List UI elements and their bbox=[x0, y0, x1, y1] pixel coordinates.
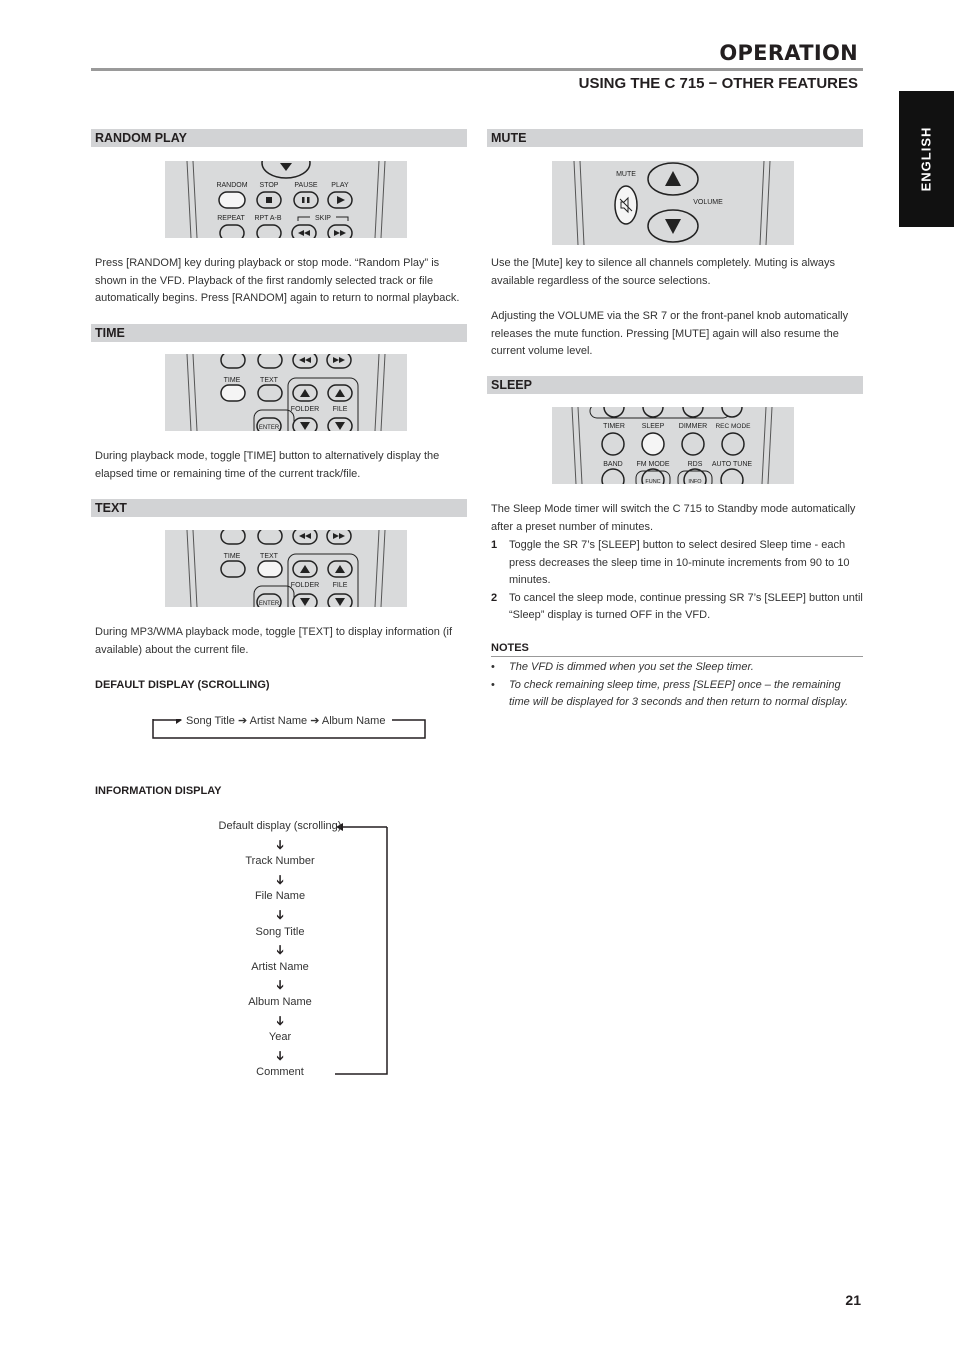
text-heading: TEXT bbox=[91, 499, 467, 517]
skip-label: SKIP bbox=[315, 215, 331, 222]
sleep-step bbox=[491, 590, 863, 625]
play-label: PLAY bbox=[331, 182, 349, 189]
sleep-steps bbox=[491, 537, 863, 625]
text-label: TEXT bbox=[260, 553, 278, 560]
repeat-label: REPEAT bbox=[217, 215, 245, 222]
text-section-text: During MP3/WMA playback mode, toggle [TEXT] to display information (if available) about the current file. bbox=[95, 626, 453, 656]
bullet-icon: • bbox=[491, 678, 495, 691]
right-arrow-icon: ➔ bbox=[310, 715, 320, 727]
dimmer-label: DIMMER bbox=[678, 423, 708, 430]
folder-label: FOLDER bbox=[290, 406, 320, 413]
pause-label: PAUSE bbox=[294, 182, 318, 189]
random-play-heading: RANDOM PLAY bbox=[91, 129, 467, 147]
sleep-button bbox=[642, 433, 664, 455]
rpt-ab-label: RPT A-B bbox=[254, 215, 282, 222]
volume-label: VOLUME bbox=[693, 199, 723, 206]
mute-text-1: Use the [Mute] key to silence all channels completely. Muting is always available regardless of the source selections. bbox=[491, 257, 836, 287]
chain-default-display: Default display (scrolling) bbox=[218, 820, 342, 832]
time-heading: TIME bbox=[91, 324, 467, 342]
random-button bbox=[219, 192, 245, 208]
language-tab-label: ENGLISH bbox=[918, 126, 934, 192]
default-display-heading: DEFAULT DISPLAY (SCROLLING) bbox=[95, 679, 270, 691]
title-rule bbox=[91, 68, 863, 71]
chain-artist-name: Artist Name bbox=[251, 960, 309, 973]
random-play-text: Press [RANDOM] key during playback or stop mode. “Random Play” is shown in the VFD. Playback of the first randomly selected track or file automatically begins. Press [RANDOM] again to return to normal playback. bbox=[95, 257, 460, 305]
down-arrow-icon: ➔ bbox=[272, 874, 288, 886]
text-label: TEXT bbox=[260, 377, 278, 384]
dimmer-button bbox=[682, 433, 704, 455]
time-text: During playback mode, toggle [TIME] button to alternatively display the elapsed time or remaining time of the current track/file. bbox=[95, 450, 440, 480]
chain-comment: Comment bbox=[256, 1066, 304, 1079]
chain-album-name: Album Name bbox=[248, 995, 312, 1008]
chain-year: Year bbox=[268, 1031, 292, 1044]
auto-tune-button bbox=[721, 469, 743, 484]
page-title: OPERATION bbox=[719, 41, 858, 65]
down-arrow-icon: ➔ bbox=[272, 838, 288, 850]
time-label: TIME bbox=[223, 553, 241, 560]
enter-label: ENTER bbox=[258, 601, 280, 607]
mute-remote-image bbox=[552, 161, 794, 245]
fm-mode-label: FM MODE bbox=[636, 461, 670, 468]
step-number: 1 bbox=[491, 539, 498, 551]
mute-text-2: Adjusting the VOLUME via the SR 7 or the front-panel knob automatically releases the mute function. Pressing [MUTE] again will also resume the current volume level. bbox=[491, 310, 849, 358]
time-remote-image bbox=[165, 354, 407, 431]
enter-label: ENTER bbox=[258, 425, 280, 431]
bullet-icon: • bbox=[491, 661, 495, 673]
band-button bbox=[602, 469, 624, 484]
mute-heading: MUTE bbox=[487, 129, 863, 147]
chain-track-number: Track Number bbox=[245, 855, 315, 868]
sleep-label: SLEEP bbox=[641, 423, 665, 430]
down-arrow-icon: ➔ bbox=[272, 1050, 288, 1061]
note-text: The VFD is dimmed when you set the Sleep timer. bbox=[509, 661, 754, 673]
text-button bbox=[258, 385, 282, 401]
information-display-chain bbox=[200, 818, 360, 1082]
language-tab bbox=[899, 91, 954, 227]
band-label: BAND bbox=[603, 461, 623, 468]
note-item bbox=[491, 677, 863, 712]
auto-tune-label: AUTO TUNE bbox=[711, 461, 753, 468]
time-button bbox=[221, 385, 245, 401]
step-text: Toggle the SR 7’s [SLEEP] button to select desired Sleep time - each press decreases the sleep time in 10-minute increments from 90 to 10 minutes. bbox=[509, 539, 850, 587]
folder-label: FOLDER bbox=[290, 582, 320, 589]
file-label: FILE bbox=[332, 582, 348, 589]
default-display-flow bbox=[184, 714, 387, 727]
information-display-heading: INFORMATION DISPLAY bbox=[95, 785, 222, 797]
flow-artist-name: Artist Name bbox=[249, 715, 308, 727]
right-arrow-icon: ➔ bbox=[237, 715, 248, 727]
mute-label: MUTE bbox=[616, 171, 636, 178]
func-label: FUNC bbox=[645, 479, 661, 484]
time-label: TIME bbox=[223, 377, 241, 384]
down-arrow-icon: ➔ bbox=[272, 909, 288, 921]
chain-song-title: Song Title bbox=[255, 925, 305, 938]
timer-button bbox=[602, 433, 624, 455]
info-label: INFO bbox=[688, 479, 702, 484]
time-button bbox=[221, 561, 245, 577]
sleep-heading: SLEEP bbox=[487, 376, 863, 394]
step-text: To cancel the sleep mode, continue pressing SR 7’s [SLEEP] button until “Sleep” display is turned OFF in the VFD. bbox=[509, 591, 863, 622]
down-arrow-icon: ➔ bbox=[272, 944, 288, 956]
notes-list bbox=[491, 659, 863, 712]
text-remote-image bbox=[165, 530, 407, 607]
sleep-intro: The Sleep Mode timer will switch the C 715 to Standby mode automatically after a preset number of minutes. bbox=[491, 503, 856, 533]
page-subtitle: USING THE C 715 − OTHER FEATURES bbox=[578, 75, 858, 92]
note-text: To check remaining sleep time, press [SLEEP] once – the remaining time will be displayed for 3 seconds and then return to normal display. bbox=[509, 678, 849, 709]
page-number: 21 bbox=[845, 1292, 861, 1308]
down-arrow-icon: ➔ bbox=[272, 1014, 288, 1026]
flow-song-title: Song Title bbox=[186, 715, 235, 727]
rec-mode-button bbox=[722, 433, 744, 455]
rpt-ab-button bbox=[257, 225, 281, 238]
note-item bbox=[491, 659, 863, 677]
sleep-step bbox=[491, 537, 863, 590]
repeat-button bbox=[220, 225, 244, 238]
stop-label: STOP bbox=[259, 182, 279, 189]
timer-label: TIMER bbox=[603, 423, 625, 430]
rec-mode-label: REC MODE bbox=[715, 423, 751, 430]
file-label: FILE bbox=[332, 406, 348, 413]
chain-file-name: File Name bbox=[254, 890, 306, 903]
text-button bbox=[258, 561, 282, 577]
sleep-remote-image bbox=[552, 407, 794, 484]
down-arrow-icon: ➔ bbox=[272, 979, 288, 991]
step-number: 2 bbox=[491, 591, 498, 604]
rds-label: RDS bbox=[687, 461, 703, 468]
random-play-remote-image bbox=[165, 161, 407, 238]
flow-album-name: Album Name bbox=[321, 715, 386, 727]
pause-button-icon bbox=[294, 192, 318, 208]
notes-heading: NOTES bbox=[491, 642, 863, 657]
random-label: RANDOM bbox=[216, 182, 248, 189]
